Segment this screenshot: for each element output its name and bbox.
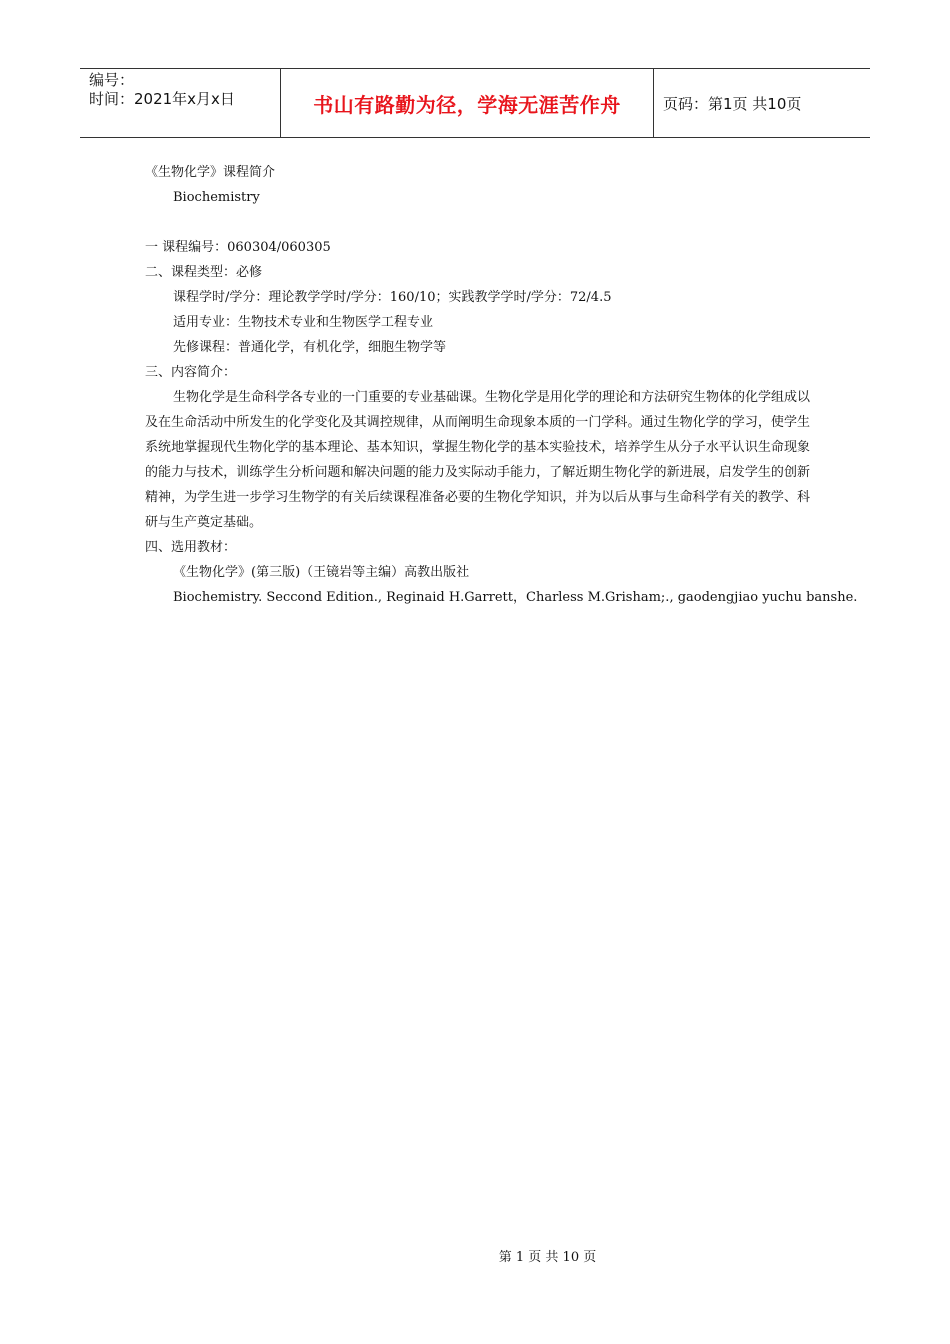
document-number-label: 编号：	[89, 71, 135, 89]
course-hours: 课程学时/学分：理论教学学时/学分：160/10；实践教学学时/学分：72/4.5	[173, 290, 612, 305]
course-english-title: Biochemistry	[173, 190, 260, 205]
course-prerequisites: 先修课程：普通化学，有机化学，细胞生物学等	[173, 340, 447, 355]
course-type: 二、课程类型：必修	[145, 265, 263, 280]
page-footer	[0, 1246, 950, 1265]
document-time-label: 时间：2021年x月x日	[89, 90, 235, 108]
textbook-heading: 四、选用教材：	[145, 540, 237, 555]
intro-heading: 三、内容简介：	[145, 365, 237, 380]
page-header	[80, 68, 870, 138]
intro-paragraph: 生物化学是生命科学各专业的一门重要的专业基础课。生物化学是用化学的理论和方法研究生物体的化学组成以及在生命活动中所发生的化学变化及其调控规律，从而阐明生命现象本质的一门学科。通过生物化学的学习，使学生系统地掌握现代生物化学的基本理论、基本知识，掌握生物化学的基本实验技术，培养学生从分子水平认识生命现象的能力与技术，训练学生分析问题和解决问题的能力及实际动手能力，了解近期生物化学的新进展，启发学生的创新精神，为学生进一步学习生物学的有关后续课程准备必要的生物化学知识，并为以后从事与生命科学有关的教学、科研与生产奠定基础。	[145, 390, 811, 530]
header-meta	[80, 69, 281, 137]
course-title: 《生物化学》课程简介	[145, 165, 276, 180]
document-body	[145, 160, 858, 610]
textbook-chinese: 《生物化学》(第三版)（王镜岩等主编）高教出版社	[173, 565, 470, 580]
spacer	[145, 210, 810, 235]
textbook-english: Biochemistry. Seccond Edition., Reginaid H.Garrett，Charless M.Grisham;., gaodengjiao yuchu banshe.	[173, 590, 858, 605]
header-motto: 书山有路勤为径，学海无涯苦作舟	[281, 69, 654, 137]
header-page-info: 页码：第1页 共10页	[663, 94, 802, 113]
course-majors: 适用专业：生物技术专业和生物医学工程专业	[173, 315, 434, 330]
footer-page-number: 第 1 页 共 10 页	[498, 1250, 597, 1265]
course-code: 一 课程编号：060304/060305	[145, 240, 331, 255]
